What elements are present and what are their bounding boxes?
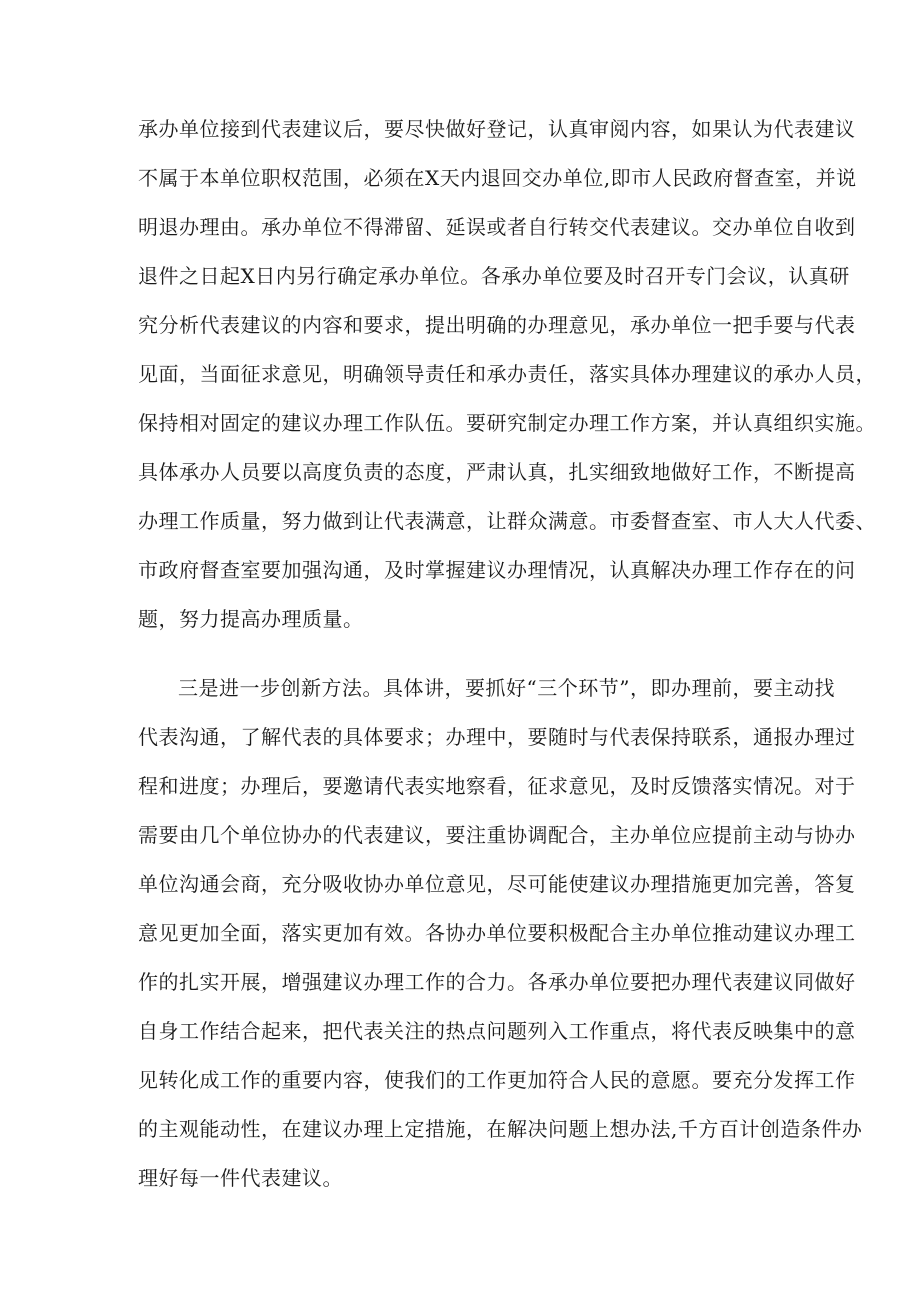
text-line: 承办单位接到代表建议后，要尽快做好登记，认真审阅内容，如果认为代表建议 [138,117,856,141]
text-line: 意见更加全面，落实更加有效。各协办单位要积极配合主办单位推动建议办理工 [138,921,856,945]
text-line: 办理工作质量，努力做到让代表满意，让群众满意。市委督查室、市人大人代委、 [138,509,876,533]
text-line: 需要由几个单位协办的代表建议，要注重协调配合，主办单位应提前主动与协办 [138,823,856,847]
text-line: 市政府督查室要加强沟通，及时掌握建议办理情况，认真解决办理工作存在的问 [138,558,856,582]
text-line: 理好每一件代表建议。 [138,1166,343,1190]
text-line: 明退办理由。承办单位不得滞留、延误或者自行转交代表建议。交办单位自收到 [138,215,856,239]
text-line: 不属于本单位职权范围，必须在X天内退回交办单位,即市人民政府督查室，并说 [138,166,857,190]
text-line: 见面，当面征求意见，明确领导责任和承办责任，落实具体办理建议的承办人员， [138,362,876,386]
text-line: 三是进一步创新方法。具体讲，要抓好“三个环节”，即办理前，要主动找 [178,676,835,700]
text-line: 题，努力提高办理质量。 [138,607,364,631]
text-line: 究分析代表建议的内容和要求，提出明确的办理意见，承办单位一把手要与代表 [138,313,856,337]
text-line: 保持相对固定的建议办理工作队伍。要研究制定办理工作方案，并认真组织实施。 [138,411,876,435]
text-line: 见转化成工作的重要内容，使我们的工作更加符合人民的意愿。要充分发挥工作 [138,1068,856,1092]
text-line: 具体承办人员要以高度负责的态度，严肃认真，扎实细致地做好工作，不断提高 [138,460,856,484]
text-line: 作的扎实开展，增强建议办理工作的合力。各承办单位要把办理代表建议同做好 [138,970,856,994]
text-line: 代表沟通，了解代表的具体要求；办理中，要随时与代表保持联系，通报办理过 [138,725,856,749]
text-line: 退件之日起X日内另行确定承办单位。各承办单位要及时召开专门会议，认真研 [138,264,850,288]
text-line: 的主观能动性，在建议办理上定措施，在解决问题上想办法,千方百计创造条件办 [138,1117,863,1141]
text-line: 自身工作结合起来，把代表关注的热点问题列入工作重点，将代表反映集中的意 [138,1019,856,1043]
text-line: 单位沟通会商，充分吸收协办单位意见，尽可能使建议办理措施更加完善，答复 [138,872,856,896]
text-line: 程和进度；办理后，要邀请代表实地察看，征求意见，及时反馈落实情况。对于 [138,774,856,798]
